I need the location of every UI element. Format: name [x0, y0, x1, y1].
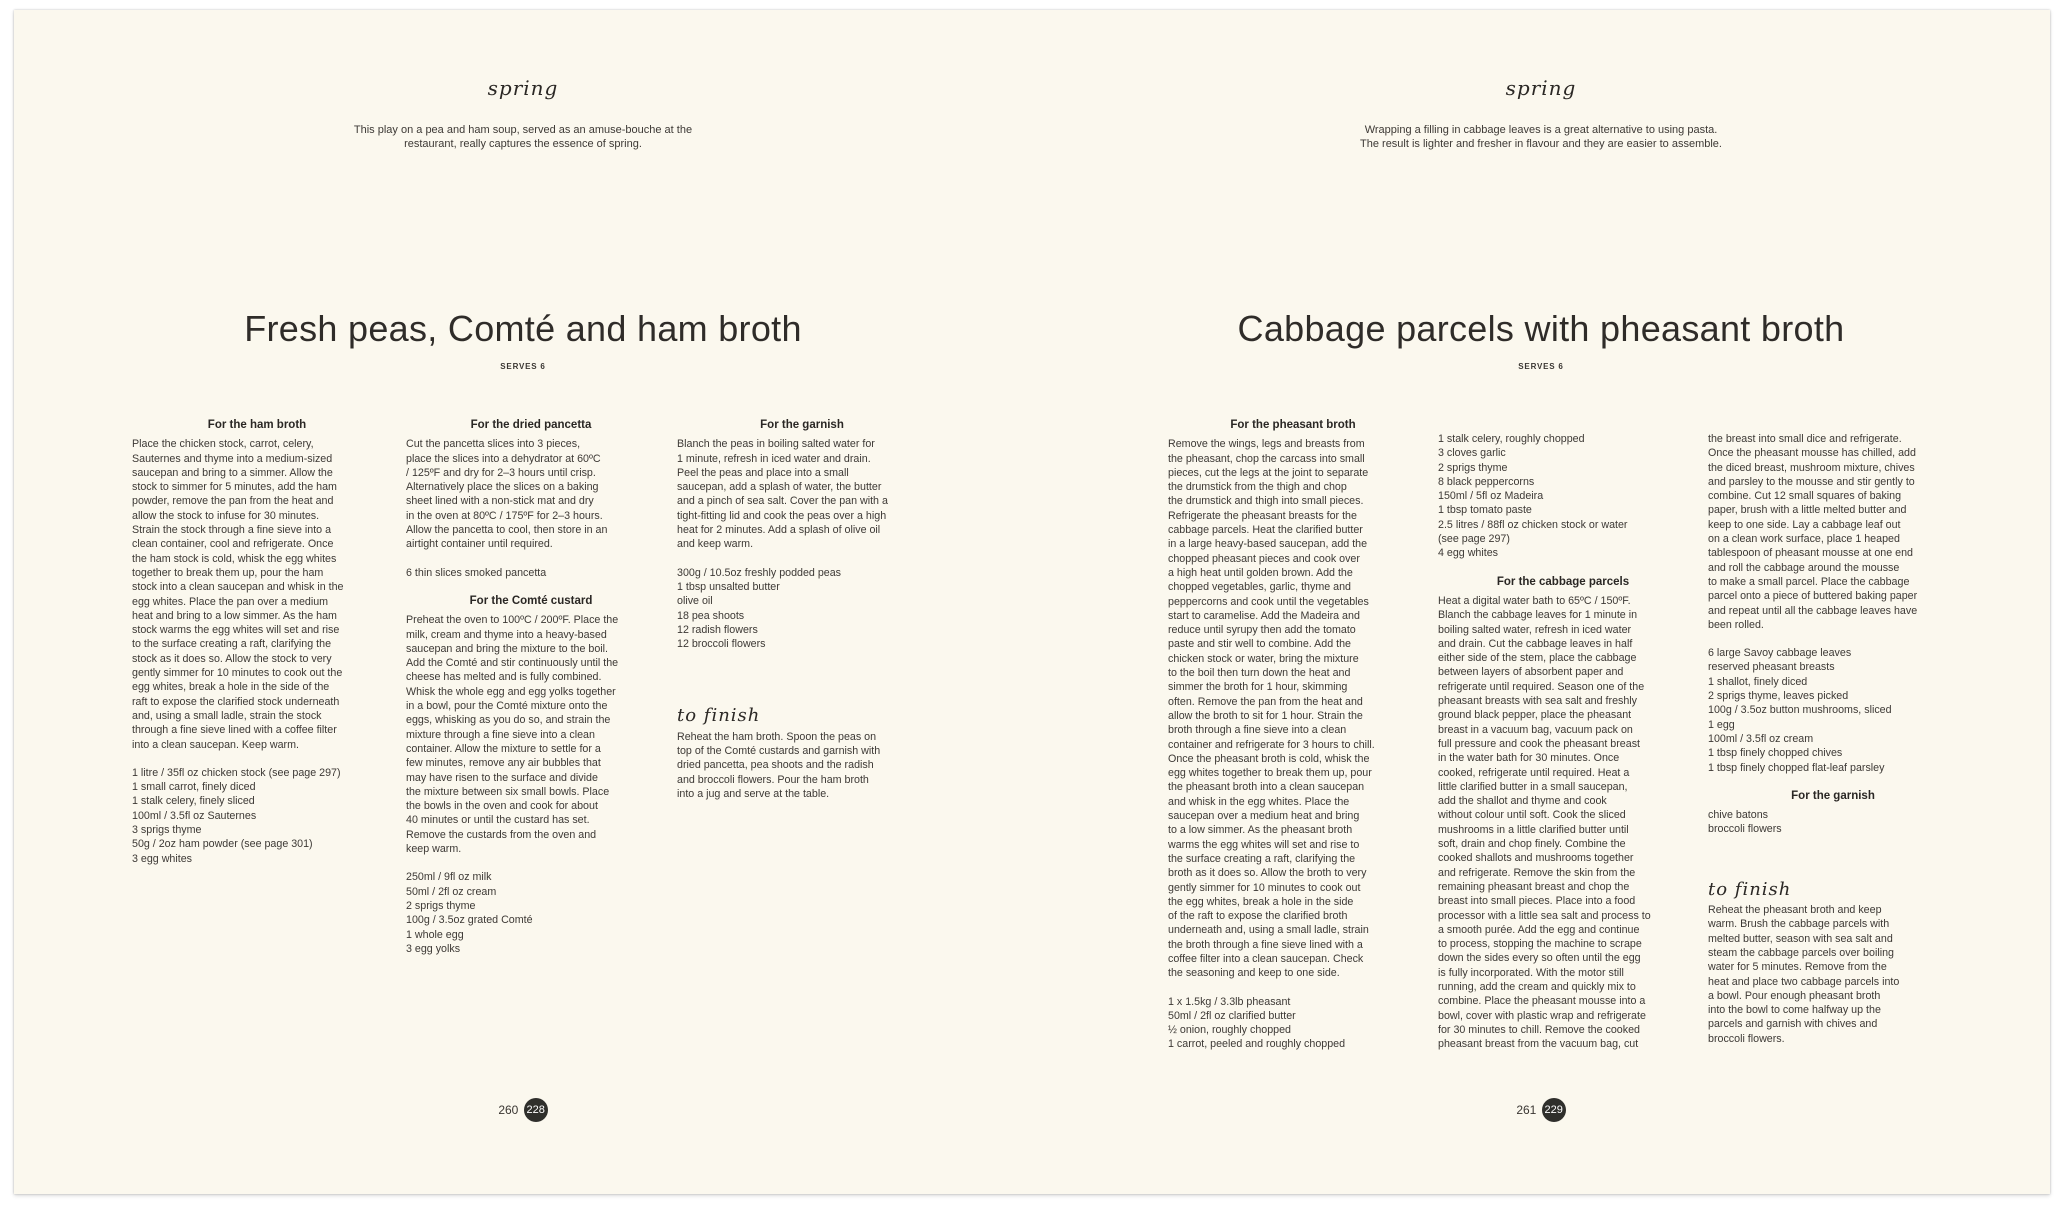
ingredient-list: 6 thin slices smoked pancetta: [406, 566, 547, 579]
left-page: [14, 10, 1032, 1194]
to-finish-label: to finish: [1708, 878, 1792, 900]
recipe-column-2: [1438, 432, 1688, 1051]
method-text: Heat a digital water bath to 65ºC / 150ºF. Blanch the cabbage leaves for 1 minute in boiling salted water, refresh in iced water and drain. Cut the cabbage leaves in half either side of the stem, place the cabbage between layers of absorbent paper and refrigerate until required. Season one of the pheasant breasts with sea salt and freshly ground black pepper, place the pheasant breast in a vacuum bag, vacuum pack on full pressure and cook the pheasant breast in the water bath for 30 minutes. Once cooked, refrigerate until required. Heat a little clarified butter in a small saucepan, add the shallot and thyme and cook without colour until soft. Cook the sliced mushrooms in a little clarified butter until soft, drain and chop finely. Combine the cooked shallots and mushrooms together and refrigerate. Remove the skin from the remaining pheasant breast and chop the breast into small pieces. Place into a food processor with a little sea salt and process to a smooth purée. Add the egg and continue to process, stopping the machine to scrape down the sides every so often until the egg is fully incorporated. With the motor still running, add the cream and quickly mix to combine. Place the pheasant mousse into a bowl, cover with plastic wrap and refrigerate for 30 minutes to chill. Remove the cooked pheasant breast from the vacuum bag, cut: [1438, 594, 1651, 1051]
ingredient-list: 1 litre / 35fl oz chicken stock (see page 297) 1 small carrot, finely diced 1 stalk celery, finely sliced 100ml / 3.5fl oz Sauternes 3 sprigs thyme 50g / 2oz ham powder (see page 301) 3 egg whites: [132, 766, 341, 865]
method-text: Remove the wings, legs and breasts from the pheasant, chop the carcass into small pieces, cut the legs at the joint to separate the drumstick from the thigh and chop the drumstick and thigh into small pieces. Refrigerate the pheasant breasts for the cabbage parcels. Heat the clarified butter in a large heavy-based saucepan, add the chopped pheasant pieces and cook over a high heat until golden brown. Add the chopped vegetables, garlic, thyme and peppercorns and cook until the vegetables start to caramelise. Add the Madeira and reduce until syrupy then add the tomato paste and stir well to combine. Add the chicken stock or water, bring the mixture to the boil then turn down the heat and simmer the broth for 1 hour, skimming often. Remove the pan from the heat and allow the broth to sit for 1 hour. Strain the broth through a fine sieve into a clean container and refrigerate for 3 hours to chill. Once the pheasant broth is cold, whisk the egg whites together to break them up, pour the pheasant broth into a clean saucepan and whisk in the egg whites. Place the saucepan over a medium heat and bring to a low simmer. As the pheasant broth warms the egg whites will set and rise to the surface creating a raft, clarifying the broth as it does so. Allow the broth to very gently simmer for 10 minutes to cook out the egg whites, break a hole in the side of the raft to expose the clarified broth underneath and, using a small ladle, strain the broth through a fine sieve lined with a coffee filter into a clean saucepan. Check the seasoning and keep to one side.: [1168, 438, 1375, 980]
page-number: [14, 1098, 1032, 1122]
recipe-title: Cabbage parcels with pheasant broth: [1237, 308, 1845, 349]
method-text: Place the chicken stock, carrot, celery, Sauternes and thyme into a medium-sized saucepan and bring to a simmer. Allow the stock to simmer for 5 minutes, add the ham powder, remove the pan from the heat and allow the stock to infuse for 30 minutes. Strain the stock through a fine sieve into a clean container, cool and refrigerate. Once the ham stock is cold, whisk the egg whites together to break them up, pour the ham stock into a clean saucepan and whisk in the egg whites. Place the pan over a medium heat and bring to a low simmer. As the ham stock warms the egg whites will set and rise to the surface creating a raft, clarifying the stock as it does so. Allow the stock to very gently simmer for 10 minutes to cook out the egg whites, break a hole in the side of the raft to expose the clarified stock underneath and, using a small ladle, strain the stock through a fine sieve lined with a coffee filter into a clean saucepan. Keep warm.: [132, 438, 344, 751]
page-number-badge: 228: [524, 1098, 548, 1122]
page-number: [1032, 1098, 2050, 1122]
section-heading: For the Comté custard: [469, 594, 593, 607]
recipe-column-1: [132, 418, 382, 866]
book-spread: [14, 10, 2050, 1194]
recipe-intro: Wrapping a filling in cabbage leaves is a great alternative to using pasta. The result is lighter and fresher in flavour and they are easier to assemble.: [1360, 124, 1722, 150]
print-page-number: 261: [1516, 1103, 1537, 1117]
ingredient-list: 300g / 10.5oz freshly podded peas 1 tbsp unsalted butter olive oil 18 pea shoots 12 radish flowers 12 broccoli flowers: [677, 566, 841, 651]
section-heading: For the garnish: [1791, 789, 1875, 802]
ingredient-list: 6 large Savoy cabbage leaves reserved pheasant breasts 1 shallot, finely diced 2 sprigs thyme, leaves picked 100g / 3.5oz button mushrooms, sliced 1 egg 100ml / 3.5fl oz cream 1 tbsp finely chopped chives 1 tbsp finely chopped flat-leaf parsley: [1708, 647, 1892, 774]
ingredient-list: 1 x 1.5kg / 3.3lb pheasant 50ml / 2fl oz clarified butter ½ onion, roughly chopped 1 carrot, peeled and roughly chopped: [1168, 995, 1346, 1051]
ingredient-list: chive batons broccoli flowers: [1708, 809, 1782, 836]
season-label: spring: [1505, 76, 1577, 100]
right-page: [1032, 10, 2050, 1194]
recipe-column-2: [406, 418, 656, 956]
page-number-badge: 229: [1542, 1098, 1566, 1122]
section-heading: For the dried pancetta: [470, 419, 592, 431]
season-label: spring: [487, 76, 559, 100]
serves-label: SERVES 6: [500, 362, 546, 371]
print-page-number: 260: [498, 1103, 519, 1117]
recipe-intro: This play on a pea and ham soup, served as an amuse-bouche at the restaurant, really captures the essence of spring.: [353, 124, 693, 150]
section-heading: For the ham broth: [207, 419, 307, 431]
recipe-title: Fresh peas, Comté and ham broth: [244, 308, 802, 349]
recipe-column-1: [1168, 418, 1418, 1052]
recipe-column-3: [677, 418, 927, 801]
section-heading: For the garnish: [760, 419, 844, 431]
section-heading: For the cabbage parcels: [1496, 575, 1630, 588]
finish-text: Reheat the ham broth. Spoon the peas on top of the Comté custards and garnish with dried pancetta, pea shoots and the radish and broccoli flowers. Pour the ham broth into a jug and serve at the table.: [677, 730, 881, 800]
method-text: Preheat the oven to 100ºC / 200ºF. Place the milk, cream and thyme into a heavy-based saucepan and bring the mixture to the boil. Add the Comté and stir continuously until the cheese has melted and is fully combined. Whisk the whole egg and egg yolks together in a bowl, pour the Comté mixture onto the eggs, whisking as you do so, and strain the mixture through a fine sieve into a clean container. Allow the mixture to settle for a few minutes, remove any air bubbles that may have risen to the surface and divide the mixture between six small bowls. Place the bowls in the oven and cook for about 40 minutes or until the custard has set. Remove the custards from the oven and keep warm.: [406, 614, 619, 856]
to-finish-label: to finish: [677, 705, 761, 727]
method-text: the breast into small dice and refrigerate. Once the pheasant mousse has chilled, add the diced breast, mushroom mixture, chives and parsley to the mousse and stir gently to combine. Cut 12 small squares of baking paper, brush with a little melted butter and keep to one side. Lay a cabbage leaf out on a clean work surface, place 1 heaped tablespoon of pheasant mousse at one end and roll the cabbage around the mousse to make a small parcel. Place the cabbage parcel onto a piece of buttered baking paper and repeat until all the cabbage leaves have been rolled.: [1708, 433, 1918, 631]
ingredient-list: 1 stalk celery, roughly chopped 3 cloves garlic 2 sprigs thyme 8 black peppercorns 150ml / 5fl oz Madeira 1 tbsp tomato paste 2.5 litres / 88fl oz chicken stock or water (see page 297) 4 egg whites: [1438, 433, 1628, 560]
section-heading: For the pheasant broth: [1230, 419, 1356, 431]
ingredient-list: 250ml / 9fl oz milk 50ml / 2fl oz cream 2 sprigs thyme 100g / 3.5oz grated Comté 1 whole egg 3 egg yolks: [406, 871, 533, 955]
method-text: Cut the pancetta slices into 3 pieces, place the slices into a dehydrator at 60ºC / 125ºF and dry for 2–3 hours until crisp. Alternatively place the slices on a baking sheet lined with a non-stick mat and dry in the oven at 80ºC / 175ºF for 2–3 hours. Allow the pancetta to cool, then store in an airtight container until required.: [406, 438, 608, 551]
method-text: Blanch the peas in boiling salted water for 1 minute, refresh in iced water and drain. Peel the peas and place into a small saucepan, add a splash of water, the butter and a pinch of sea salt. Cover the pan with a tight-fitting lid and cook the peas over a high heat for 2 minutes. Add a splash of olive oil and keep warm.: [677, 438, 888, 551]
finish-text: Reheat the pheasant broth and keep warm. Brush the cabbage parcels with melted butter, season with sea salt and steam the cabbage parcels over boiling water for 5 minutes. Remove from the heat and place two cabbage parcels into a bowl. Pour enough pheasant broth into the bowl to come halfway up the parcels and garnish with chives and broccoli flowers.: [1708, 904, 1900, 1045]
serves-label: SERVES 6: [1518, 362, 1564, 371]
recipe-column-3: [1708, 432, 1958, 1046]
